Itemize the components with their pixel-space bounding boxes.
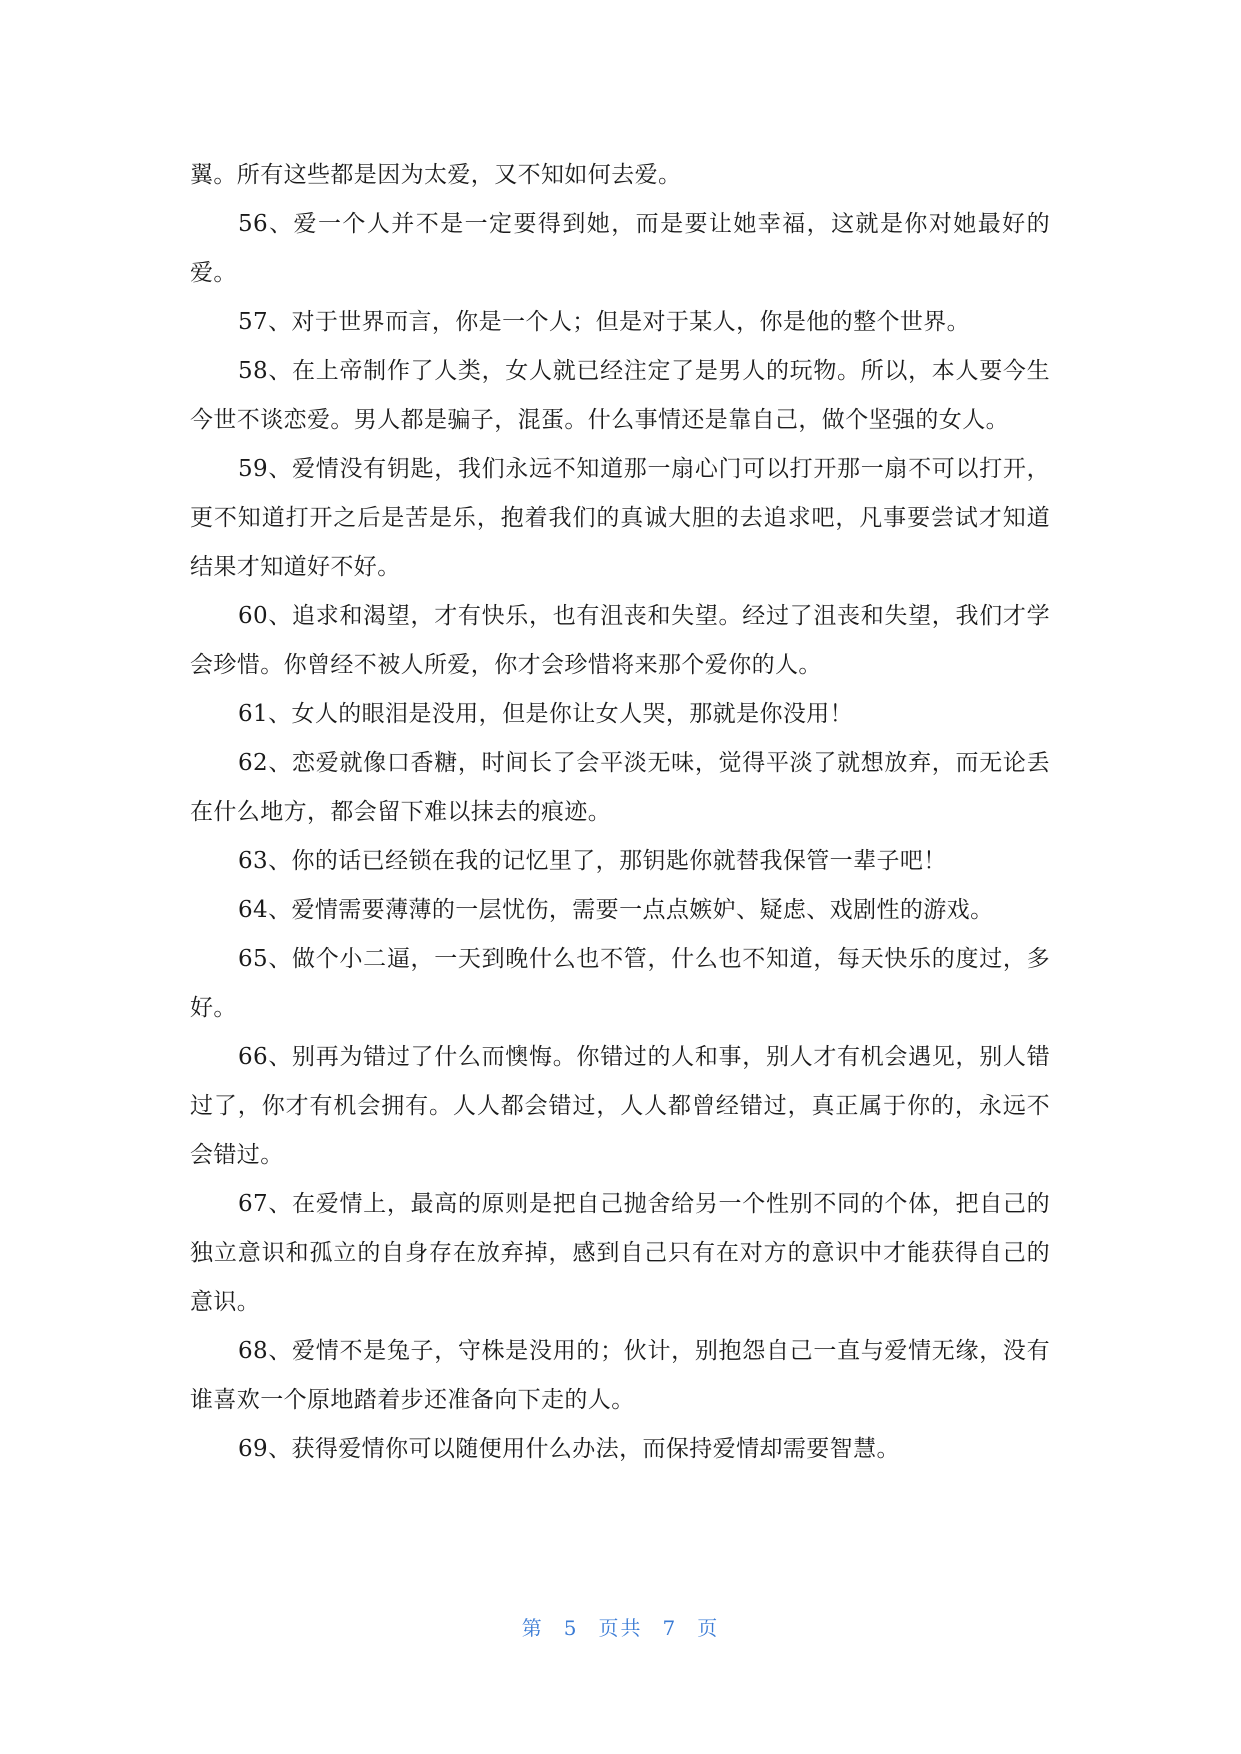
paragraph: 57、对于世界而言，你是一个人；但是对于某人，你是他的整个世界。	[238, 309, 971, 335]
paragraph: 69、获得爱情你可以随便用什么办法，而保持爱情却需要智慧。	[238, 1436, 900, 1462]
page-footer	[0, 1612, 1241, 1641]
footer-middle: 页共	[598, 1616, 643, 1640]
paragraph: 67、在爱情上，最高的原则是把自己抛舍给另一个性别不同的个体，把自己的独立意识和孤立的自身存在放弃掉，感到自己只有在对方的意识中才能获得自己的意识。	[190, 1191, 1050, 1315]
paragraph: 61、女人的眼泪是没用，但是你让女人哭，那就是你没用！	[238, 701, 854, 727]
paragraph: 62、恋爱就像口香糖，时间长了会平淡无味，觉得平淡了就想放弃，而无论丢在什么地方，都会留下难以抹去的痕迹。	[190, 750, 1050, 825]
paragraph: 66、别再为错过了什么而懊悔。你错过的人和事，别人才有机会遇见，别人错过了，你才有机会拥有。人人都会错过，人人都曾经错过，真正属于你的，永远不会错过。	[190, 1044, 1050, 1168]
document-body	[190, 151, 1050, 1474]
footer-prefix: 第	[521, 1616, 544, 1640]
paragraph: 64、爱情需要薄薄的一层忧伤，需要一点点嫉妒、疑虑、戏剧性的游戏。	[238, 897, 994, 923]
paragraph: 68、爱情不是兔子，守株是没用的；伙计，别抱怨自己一直与爱情无缘，没有谁喜欢一个原地踏着步还准备向下走的人。	[190, 1338, 1050, 1413]
footer-total-pages: 7	[662, 1616, 678, 1640]
paragraph: 60、追求和渴望，才有快乐，也有沮丧和失望。经过了沮丧和失望，我们才学会珍惜。你曾经不被人所爱，你才会珍惜将来那个爱你的人。	[190, 603, 1050, 678]
paragraph: 63、你的话已经锁在我的记忆里了，那钥匙你就替我保管一辈子吧！	[238, 848, 947, 874]
paragraph: 56、爱一个人并不是一定要得到她，而是要让她幸福，这就是你对她最好的爱。	[190, 211, 1050, 286]
footer-suffix: 页	[697, 1616, 720, 1640]
paragraph: 59、爱情没有钥匙，我们永远不知道那一扇心门可以打开那一扇不可以打开，更不知道打开之后是苦是乐，抱着我们的真诚大胆的去追求吧，凡事要尝试才知道结果才知道好不好。	[190, 456, 1050, 580]
paragraph: 65、做个小二逼，一天到晚什么也不管，什么也不知道，每天快乐的度过，多好。	[190, 946, 1050, 1021]
footer-current-page: 5	[563, 1616, 579, 1640]
paragraph: 58、在上帝制作了人类，女人就已经注定了是男人的玩物。所以，本人要今生今世不谈恋爱。男人都是骗子，混蛋。什么事情还是靠自己，做个坚强的女人。	[190, 358, 1050, 433]
paragraph: 翼。所有这些都是因为太爱，又不知如何去爱。	[190, 162, 682, 188]
